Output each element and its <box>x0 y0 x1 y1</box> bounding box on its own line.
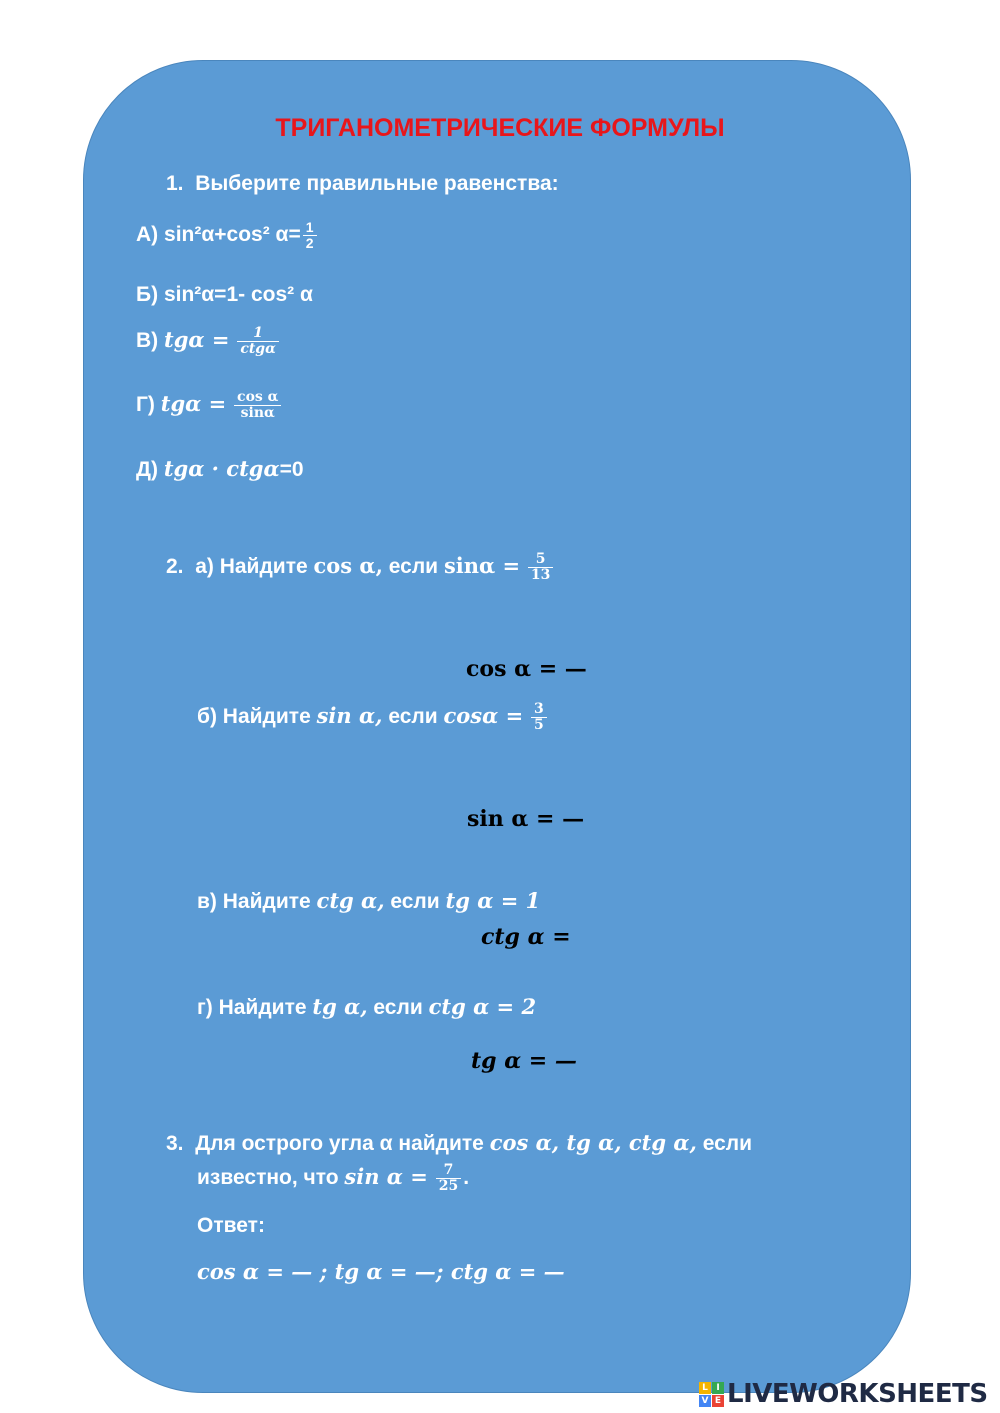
task2d: г) Найдите tg α, если ctg α = 2 <box>197 994 537 1019</box>
option-b-text: sin²α=1- cos² α <box>163 283 313 306</box>
task3-number: 3. <box>166 1132 184 1155</box>
task2d-answer[interactable]: tg α = — <box>471 1048 577 1074</box>
task3-answer-line[interactable]: cos α = — ; tg α = —; ctg α = — <box>197 1259 565 1284</box>
task2a: 2. а) Найдите cos α, если sinα = $\frac{5}{13}$ <box>166 552 555 583</box>
fraction: $\frac{7}{25}$ <box>436 1163 461 1194</box>
option-b: Б) sin²α=1- cos² α <box>136 283 313 306</box>
option-a: А) sin²α+cos² α= $\frac{1}{2}$ <box>136 220 319 251</box>
fraction: $\frac{\text{cos α}}{\sin\alpha}$ <box>234 390 281 421</box>
task2-number: 2. <box>166 555 184 579</box>
fraction: $\frac{1}{\text{ctgα}}$ <box>237 326 279 357</box>
fraction: $\frac{5}{13}$ <box>528 552 553 583</box>
option-d-expr: tgα · ctgα <box>163 456 280 481</box>
task1-number: 1. <box>166 172 184 195</box>
task1-heading-text: Выберите правильные равенства: <box>195 172 559 195</box>
option-a-text: sin²α+cos² α= <box>164 223 301 247</box>
liveworksheets-logo-icon: L I V E <box>699 1382 724 1407</box>
brand-name: LIVEWORKSHEETS <box>727 1379 988 1409</box>
option-v: В) tgα = $\frac{1}{\text{ctgα}}$ <box>136 326 281 357</box>
task3-line1: 3. Для острого угла α найдите cos α, tg α, ctg α, если <box>166 1130 753 1155</box>
task2c: в) Найдите ctg α, если tg α = 1 <box>197 888 541 913</box>
option-d: Д) tgα · ctgα=0 <box>136 456 304 481</box>
task3-line2: известно, что sin α = $\frac{7}{25}$ . <box>197 1162 470 1194</box>
fraction: $\frac{1}{2}$ <box>303 220 317 251</box>
option-v-lhs: tgα = <box>164 327 230 353</box>
fraction: $\frac{3}{5}$ <box>531 702 547 733</box>
page-title: ТРИГАНОМЕТРИЧЕСКИЕ ФОРМУЛЫ <box>275 114 725 142</box>
task2c-answer[interactable]: ctg α = <box>481 924 571 950</box>
option-g-lhs: tgα = <box>160 391 227 417</box>
task3-answer-label: Ответ: <box>197 1214 265 1237</box>
option-g: Г) tgα = $\frac{\text{cos α}}{\sin\alpha}$ <box>136 390 283 421</box>
liveworksheets-watermark <box>699 1377 988 1411</box>
task1-heading <box>166 172 559 196</box>
task2b-answer[interactable]: sin α = — <box>467 806 585 832</box>
task2a-answer[interactable]: cos α = — <box>466 656 587 682</box>
task2b: б) Найдите sin α, если cosα = $\frac{3}{5}$ <box>197 702 549 733</box>
